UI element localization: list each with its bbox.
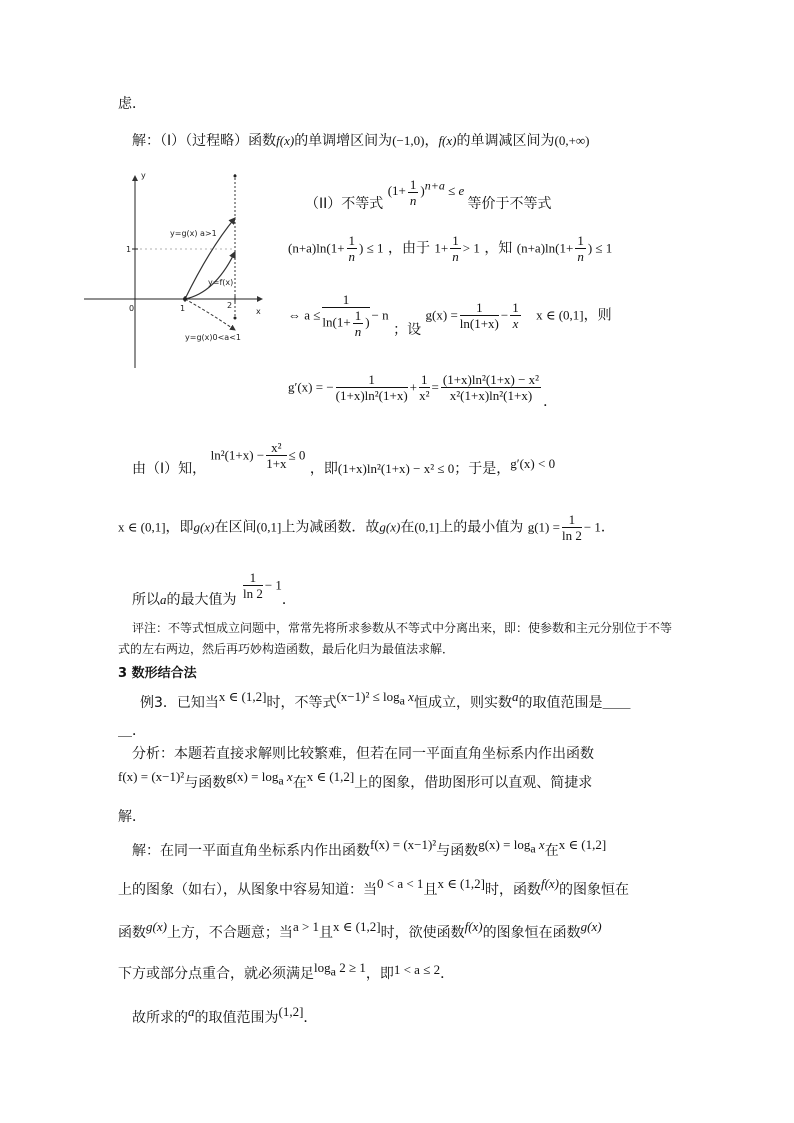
math: a — [188, 1004, 195, 1019]
text: 与函数 — [184, 775, 227, 791]
math: x ∈ (1,2] — [218, 689, 267, 704]
text: 的取值范围是＿＿ — [518, 695, 631, 711]
subscript: a — [399, 693, 405, 708]
denominator: n — [354, 324, 362, 339]
text: 等价于不等式 — [467, 196, 552, 213]
math — [478, 837, 545, 856]
conclusion-line — [132, 570, 296, 608]
text: 上的图象，借助图形可以直观、简捷求 — [354, 775, 593, 791]
math: g(1) = — [527, 519, 560, 535]
denominator: 1+x — [266, 456, 287, 471]
numerator: 1 — [452, 233, 459, 248]
solution-line-4 — [118, 960, 455, 986]
example-3 — [140, 689, 631, 715]
text: ，由于 — [387, 240, 430, 257]
fraction — [562, 512, 582, 543]
math — [226, 769, 293, 788]
math: 1 < a ≤ 2 — [393, 962, 441, 977]
curve-label-g-lt1: y=g(x)0<a<1 — [185, 333, 241, 342]
numerator: 1 — [409, 177, 417, 192]
math: (n+a)ln(1+ — [288, 240, 345, 256]
text: ， — [424, 133, 439, 149]
text: 与函数 — [436, 843, 479, 859]
math-fx: f(x) — [438, 133, 457, 148]
math: x ∈ (1,2] — [558, 837, 607, 852]
y-axis-label: y — [141, 171, 146, 180]
fraction — [353, 308, 364, 339]
math: (1,2] — [278, 1004, 304, 1019]
numerator: 1 — [577, 233, 584, 248]
math: (0,1] — [256, 519, 282, 535]
text: 所以 — [132, 591, 160, 608]
text: ． — [303, 1010, 318, 1026]
text: 在 — [292, 775, 307, 791]
text: ，即 — [309, 460, 338, 477]
text: ，即 — [165, 519, 194, 536]
text: ；于是， — [454, 460, 511, 477]
text-line: 解． — [118, 809, 146, 825]
text: 的图象恒在函数 — [482, 925, 581, 941]
text: 函数 — [118, 925, 146, 941]
solution-part2 — [305, 177, 552, 213]
numerator: 1 — [562, 512, 582, 528]
text: 上的最小值为 — [439, 519, 524, 536]
math: a — [511, 689, 519, 704]
text: 时，欲使函数 — [380, 925, 465, 941]
fraction — [322, 292, 369, 339]
exponent: n+a — [424, 179, 445, 194]
numerator: (1+x)ln²(1+x) − x² — [442, 372, 540, 387]
math-interval: (0,+∞) — [554, 133, 590, 148]
denominator: n — [577, 249, 584, 264]
fraction — [336, 372, 408, 403]
subscript: a — [530, 841, 536, 856]
math: f(x) — [540, 876, 560, 891]
math: ) — [420, 183, 425, 199]
curve-label-g-gt1: y=g(x) a>1 — [170, 229, 217, 238]
denominator: x² — [419, 388, 430, 403]
numerator: 1 — [336, 372, 408, 388]
solution-line-3 — [118, 919, 602, 942]
note-line-2: 式的左右两边，然后再巧妙构造函数，最后化归为最值法求解． — [118, 642, 455, 656]
solution-line-5 — [132, 1004, 318, 1027]
math: ) — [365, 314, 370, 330]
math: f(x) = (x−1)² — [118, 769, 185, 784]
analysis-line-1: 分析：本题若直接求解则比较繁难，但若在同一平面直角坐标系内作出函数 — [132, 746, 594, 762]
math: x ∈ (1,2] — [437, 876, 485, 891]
fraction — [266, 440, 286, 471]
numerator: 1 — [322, 292, 369, 308]
denominator: n — [348, 249, 356, 264]
text: 由（I）知， — [132, 460, 207, 477]
section-heading: 3 数形结合法 — [118, 666, 197, 681]
fraction — [441, 372, 541, 403]
math: g(x) — [379, 519, 401, 535]
text: 且 — [423, 882, 438, 898]
text: 在 — [400, 519, 415, 536]
text: 恒成立，则实数 — [413, 695, 512, 711]
math: = — [431, 379, 439, 395]
text: 的单调增区间为 — [294, 133, 393, 149]
fraction — [347, 233, 358, 264]
math: + — [409, 379, 418, 395]
text: ． — [281, 591, 296, 608]
text: ；设 — [393, 321, 422, 338]
math: 0 < a < 1 — [377, 876, 424, 891]
math: − 1 — [264, 577, 282, 593]
math: x ∈ (0,1] — [536, 307, 584, 323]
math — [314, 960, 366, 979]
math: g(x) = log — [478, 837, 531, 852]
denominator: ln 2 — [242, 586, 263, 601]
math: − n — [371, 307, 389, 323]
math: (1+x)ln²(1+x) − x² ≤ 0 — [337, 460, 455, 476]
text: 上为减函数．故 — [281, 519, 380, 536]
math: x ∈ (0,1] — [118, 519, 166, 535]
function-graph — [80, 168, 270, 373]
text: 的取值范围为 — [194, 1010, 279, 1026]
math: x — [286, 769, 293, 784]
text: （II）不等式 — [305, 196, 384, 213]
curve-f — [185, 252, 235, 299]
text: 的单调减区间为 — [456, 133, 555, 149]
math: f(x) — [464, 919, 483, 934]
math: 1+ — [434, 240, 449, 256]
denominator: n — [452, 249, 459, 264]
text: ，则 — [583, 307, 612, 324]
text: 上的图象（如右），从图象中容易知道：当 — [118, 882, 377, 898]
math-ineq — [387, 177, 468, 208]
text: 时，不等式 — [266, 695, 337, 711]
math-fx: f(x) — [276, 133, 295, 148]
math — [336, 689, 414, 708]
subscript: a — [330, 964, 336, 979]
math: ) ≤ 1 — [587, 240, 613, 256]
math: ≤ 0 — [288, 447, 306, 463]
fraction — [575, 233, 586, 264]
text: 例3．已知当 — [140, 695, 219, 711]
equation-line — [288, 372, 558, 410]
curve-label-f: y=f(x) — [208, 278, 234, 287]
x-tick-label: 1 — [180, 304, 186, 313]
math: (1+ — [387, 183, 406, 199]
text: 上方，不合题意；当 — [166, 925, 293, 941]
text: 故所求的 — [132, 1010, 188, 1026]
text: ． — [543, 393, 558, 410]
math: g(x) — [580, 919, 602, 934]
math: g(x) — [146, 919, 167, 934]
text-line: 虑． — [118, 96, 146, 112]
math: f(x) = (x−1)² — [370, 837, 437, 852]
denominator: x²(1+x)ln²(1+x) — [449, 388, 533, 403]
note-line-1: 评注：不等式恒成立问题中，常常先将所求参数从不等式中分离出来，即：使参数和主元分别位于不等 — [132, 621, 673, 635]
math: g(x) — [193, 519, 215, 535]
math: g(x) = — [425, 307, 458, 323]
math: (n+a)ln(1+ — [516, 240, 574, 256]
denominator: ln(1+x) — [459, 316, 499, 331]
fraction — [408, 177, 419, 208]
text: ，知 — [484, 240, 513, 257]
text: 时，函数 — [484, 882, 541, 898]
x-axis-label: x — [256, 307, 261, 316]
math: > 1 — [462, 240, 480, 256]
numerator: 1 — [243, 570, 263, 586]
math: ≤ e — [448, 183, 465, 199]
text: 的最大值为 — [166, 591, 237, 608]
numerator: 1 — [348, 233, 356, 248]
math: g(x) = log — [226, 769, 279, 784]
denominator: x — [512, 316, 519, 331]
math: 2 ≥ 1 — [339, 960, 366, 975]
math: g′(x) < 0 — [510, 455, 556, 471]
equation-line — [118, 512, 615, 543]
math: − 1 — [583, 519, 601, 535]
text: 在 — [544, 843, 559, 859]
math: log — [314, 960, 331, 975]
math: g′(x) = − — [288, 379, 334, 395]
math: ⇔ a ≤ — [288, 307, 321, 323]
text: ． — [440, 966, 455, 982]
solution-line-2 — [118, 876, 630, 899]
math: ) ≤ 1 — [359, 240, 384, 256]
numerator: 1 — [512, 300, 519, 315]
math-interval: (−1,0) — [392, 133, 425, 148]
text: ． — [600, 519, 615, 536]
fraction — [460, 300, 499, 331]
text: 且 — [319, 925, 334, 941]
equation-line — [288, 292, 612, 339]
fraction — [243, 570, 263, 601]
denominator — [322, 308, 369, 339]
equation-line — [132, 440, 556, 477]
math: x — [538, 837, 545, 852]
math: x ∈ (1,2] — [306, 769, 355, 784]
point-top — [234, 175, 237, 178]
text: 解：在同一平面直角坐标系内作出函数 — [132, 843, 370, 859]
point-bottom — [234, 317, 237, 320]
math: x ∈ (1,2] — [333, 919, 381, 934]
math: a — [160, 591, 167, 607]
text: 解：（I）（过程略）函数 — [132, 133, 277, 149]
text: 的图象恒在 — [559, 882, 630, 898]
numerator: 1 — [354, 308, 362, 323]
math: − — [500, 307, 509, 323]
equation-line — [288, 233, 612, 264]
math: a > 1 — [292, 919, 320, 934]
analysis-line-2 — [118, 769, 593, 795]
origin-label: 0 — [129, 304, 135, 313]
y-tick-label: 1 — [126, 245, 132, 254]
numerator: 1 — [460, 300, 499, 316]
math: (0,1] — [414, 519, 440, 535]
math: x — [408, 689, 414, 704]
numerator: 1 — [421, 372, 428, 387]
x-tick-label: 2 — [227, 301, 233, 310]
denominator: (1+x)ln²(1+x) — [335, 388, 408, 403]
numerator: x² — [266, 440, 286, 456]
math: ln²(1+x) − — [210, 447, 265, 463]
text: ，即 — [365, 966, 394, 982]
denominator: ln 2 — [561, 528, 582, 543]
solution-part1 — [132, 130, 590, 150]
fraction — [510, 300, 521, 331]
math: (x−1)² ≤ log — [336, 689, 400, 704]
solution-line-1 — [132, 837, 607, 863]
subscript: a — [278, 773, 284, 788]
math: ln(1+ — [322, 314, 351, 330]
text-line: ＿． — [118, 723, 146, 739]
text: 在区间 — [214, 519, 257, 536]
fraction — [450, 233, 461, 264]
text: 下方或部分点重合，就必须满足 — [118, 966, 314, 982]
fraction — [419, 372, 430, 403]
denominator: n — [409, 193, 417, 208]
